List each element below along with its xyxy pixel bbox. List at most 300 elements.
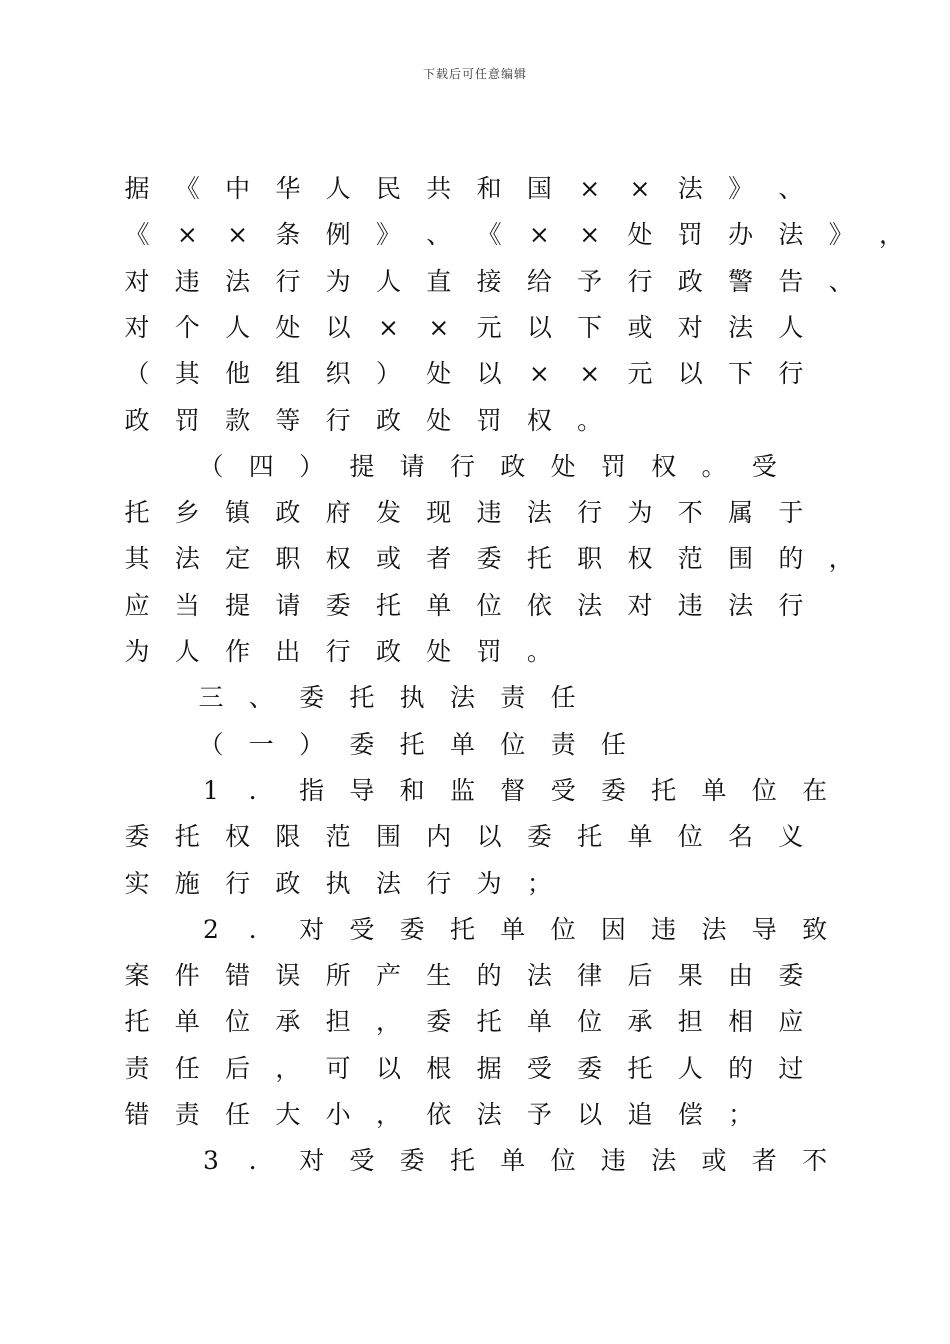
text-char: 任 xyxy=(550,683,576,713)
text-line xyxy=(0,861,950,907)
text-char: （ xyxy=(198,729,224,759)
text-char: 人 xyxy=(225,312,251,342)
text-char: 权 xyxy=(225,822,251,852)
text-char: ， xyxy=(828,544,854,574)
text-char: 现 xyxy=(426,498,452,528)
text-char: 政 xyxy=(500,451,526,481)
text-char: 托 xyxy=(375,590,401,620)
text-char: 为 xyxy=(627,498,653,528)
text-char: 处 xyxy=(550,451,576,481)
text-char: 法 xyxy=(651,1146,677,1176)
text-line xyxy=(0,444,950,490)
text-char: 受 xyxy=(526,1053,552,1083)
text-char: 法 xyxy=(476,1100,502,1129)
text-char: 生 xyxy=(426,961,452,991)
text-char: 国 xyxy=(526,174,552,203)
text-char: 》 xyxy=(828,220,854,250)
text-char: 政 xyxy=(375,405,401,435)
text-char: 单 xyxy=(174,1007,200,1037)
text-char: 个 xyxy=(174,312,200,342)
text-char: 实 xyxy=(124,868,150,898)
text-char: 行 xyxy=(325,405,351,435)
text-char: 相 xyxy=(728,1007,754,1037)
text-char: 后 xyxy=(627,961,653,991)
text-char: 2 xyxy=(203,914,219,944)
text-char: 委 xyxy=(349,729,375,759)
text-char: （ xyxy=(124,359,150,389)
text-char: 权 xyxy=(325,544,351,574)
text-char: 案 xyxy=(124,961,150,991)
text-char: 元 xyxy=(476,312,502,342)
text-char: 权 xyxy=(526,405,552,435)
text-char: 在 xyxy=(802,775,828,805)
text-char: 委 xyxy=(426,1007,452,1037)
text-char: 指 xyxy=(299,775,325,805)
text-line xyxy=(0,259,950,305)
text-char: 单 xyxy=(500,1146,526,1176)
text-char: 追 xyxy=(627,1100,653,1129)
text-char: 后 xyxy=(225,1053,251,1083)
text-char: 责 xyxy=(174,1100,200,1129)
text-char: 以 xyxy=(476,359,502,389)
text-char: 发 xyxy=(375,498,401,528)
text-char: 过 xyxy=(778,1053,804,1083)
text-char: 据 xyxy=(476,1053,502,1083)
text-line xyxy=(0,351,950,397)
text-char: 法 xyxy=(728,312,754,342)
text-char: 》 xyxy=(728,174,754,203)
text-line xyxy=(0,536,950,582)
text-char: 托 xyxy=(124,1007,150,1037)
text-char: 受 xyxy=(349,1146,375,1176)
text-char: 位 xyxy=(677,822,703,852)
text-char: 位 xyxy=(751,775,777,805)
text-line xyxy=(0,629,950,675)
text-char: 中 xyxy=(225,174,251,203)
text-char: ； xyxy=(728,1100,754,1129)
text-char: 任 xyxy=(225,1100,251,1129)
text-char: 以 xyxy=(577,1100,603,1129)
text-char: 者 xyxy=(751,1146,777,1176)
text-char: 政 xyxy=(677,266,703,296)
text-char: 托 xyxy=(449,914,475,944)
text-char: 条 xyxy=(275,220,301,250)
text-char: 政 xyxy=(124,405,150,435)
text-char: 违 xyxy=(600,1146,626,1176)
text-char: 托 xyxy=(627,1053,653,1083)
text-char: 对 xyxy=(627,590,653,620)
text-char: 予 xyxy=(526,1100,552,1129)
text-char: 依 xyxy=(426,1100,452,1129)
text-char: 托 xyxy=(349,683,375,713)
text-char: 行 xyxy=(325,637,351,666)
text-char: 所 xyxy=(325,961,351,991)
text-char: 罚 xyxy=(600,451,626,481)
text-char: 一 xyxy=(248,729,274,759)
text-char: 单 xyxy=(449,729,475,759)
text-char: 共 xyxy=(426,174,452,203)
text-char: 违 xyxy=(476,498,502,528)
text-char: 。 xyxy=(701,451,727,481)
text-char: 三 xyxy=(198,683,224,713)
text-char: 作 xyxy=(225,637,251,666)
text-char: 行 xyxy=(225,868,251,898)
text-char: 违 xyxy=(651,914,677,944)
text-char: 法 xyxy=(728,590,754,620)
text-char: 《 xyxy=(476,220,502,250)
text-char: 法 xyxy=(449,683,475,713)
text-char: 罚 xyxy=(476,637,502,666)
text-char: 定 xyxy=(225,544,251,574)
text-char: 政 xyxy=(375,637,401,666)
text-char: 。 xyxy=(526,637,552,666)
text-char: 行 xyxy=(778,359,804,389)
text-char: 应 xyxy=(778,1007,804,1037)
text-char: 处 xyxy=(426,359,452,389)
text-char: 下 xyxy=(577,312,603,342)
text-char: 委 xyxy=(600,775,626,805)
text-char: 乡 xyxy=(174,498,200,528)
text-char: 小 xyxy=(325,1100,351,1129)
text-char: 款 xyxy=(225,405,251,435)
text-char: 、 xyxy=(778,174,804,203)
text-char: 托 xyxy=(124,498,150,528)
text-char: 委 xyxy=(124,822,150,852)
text-char: 罚 xyxy=(677,220,703,250)
text-char: 委 xyxy=(399,1146,425,1176)
text-line xyxy=(0,999,950,1045)
text-char: 应 xyxy=(124,590,150,620)
text-char: 提 xyxy=(225,590,251,620)
text-char: 处 xyxy=(275,312,301,342)
text-char: 以 xyxy=(375,1053,401,1083)
text-char: 行 xyxy=(778,590,804,620)
text-char: 内 xyxy=(426,822,452,852)
text-line xyxy=(0,953,950,999)
text-char: 法 xyxy=(225,266,251,296)
text-char: 提 xyxy=(349,451,375,481)
text-char: 限 xyxy=(275,822,301,852)
text-char: 范 xyxy=(677,544,703,574)
text-char: 办 xyxy=(728,220,754,250)
text-char: 人 xyxy=(325,174,351,203)
text-char: ， xyxy=(878,220,904,250)
text-char: 为 xyxy=(124,637,150,666)
text-char: 单 xyxy=(426,590,452,620)
text-char: 施 xyxy=(174,868,200,898)
text-char: 等 xyxy=(275,405,301,435)
text-char: 法 xyxy=(526,961,552,991)
text-char: 给 xyxy=(526,266,552,296)
text-char: 为 xyxy=(476,868,502,898)
text-char: 》 xyxy=(375,220,401,250)
text-line xyxy=(0,490,950,536)
text-char: 、 xyxy=(828,266,854,296)
text-char: 法 xyxy=(375,868,401,898)
text-char: ， xyxy=(375,1100,401,1129)
text-char: 的 xyxy=(728,1053,754,1083)
text-char: 其 xyxy=(174,359,200,389)
text-char: 单 xyxy=(526,1007,552,1037)
text-char: ） xyxy=(375,359,401,389)
text-char: 律 xyxy=(577,961,603,991)
text-line xyxy=(0,675,950,721)
text-char: 担 xyxy=(677,1007,703,1037)
text-char: 法 xyxy=(677,174,703,203)
text-char: 违 xyxy=(174,266,200,296)
text-char: 位 xyxy=(500,729,526,759)
text-char: 托 xyxy=(577,822,603,852)
text-char: 元 xyxy=(627,359,653,389)
text-char: 偿 xyxy=(677,1100,703,1129)
text-char: 单 xyxy=(627,822,653,852)
text-char: 镇 xyxy=(225,498,251,528)
text-char: 可 xyxy=(325,1053,351,1083)
text-char: 职 xyxy=(577,544,603,574)
text-char: 督 xyxy=(500,775,526,805)
text-line xyxy=(0,768,950,814)
text-line xyxy=(0,212,950,258)
text-char: 对 xyxy=(299,914,325,944)
text-line xyxy=(0,1092,950,1138)
text-char: 法 xyxy=(577,590,603,620)
text-char: 的 xyxy=(778,544,804,574)
text-char: 对 xyxy=(124,312,150,342)
text-char: 围 xyxy=(375,822,401,852)
text-char: 托 xyxy=(476,1007,502,1037)
text-char: × xyxy=(579,359,601,389)
text-line xyxy=(0,166,950,212)
text-char: 受 xyxy=(349,914,375,944)
text-char: 或 xyxy=(627,312,653,342)
text-char: ． xyxy=(248,914,274,944)
text-char: 为 xyxy=(325,266,351,296)
text-char: 委 xyxy=(399,914,425,944)
text-char: 根 xyxy=(426,1053,452,1083)
text-char: 权 xyxy=(627,544,653,574)
text-char: 位 xyxy=(550,1146,576,1176)
text-char: 对 xyxy=(299,1146,325,1176)
text-char: 行 xyxy=(426,868,452,898)
text-char: 委 xyxy=(526,822,552,852)
text-char: 华 xyxy=(275,174,301,203)
text-char: （ xyxy=(198,451,224,481)
text-char: 告 xyxy=(778,266,804,296)
text-char: 《 xyxy=(174,174,200,203)
text-char: 当 xyxy=(174,590,200,620)
text-char: 委 xyxy=(577,1053,603,1083)
text-char: 罚 xyxy=(174,405,200,435)
text-char: 据 xyxy=(124,174,150,203)
text-char: 因 xyxy=(600,914,626,944)
text-char: 行 xyxy=(275,266,301,296)
text-char: 产 xyxy=(375,961,401,991)
text-char: × xyxy=(579,220,601,250)
text-char: 以 xyxy=(526,312,552,342)
text-line xyxy=(0,1046,950,1092)
text-char: 担 xyxy=(325,1007,351,1037)
text-char: 请 xyxy=(275,590,301,620)
text-char: 罚 xyxy=(476,405,502,435)
text-char: 托 xyxy=(399,729,425,759)
document-body xyxy=(0,166,950,1206)
text-char: 受 xyxy=(550,775,576,805)
text-char: × xyxy=(227,220,249,250)
text-char: 承 xyxy=(627,1007,653,1037)
text-char: 属 xyxy=(728,498,754,528)
text-line xyxy=(0,398,950,444)
text-char: 直 xyxy=(426,266,452,296)
text-char: 导 xyxy=(751,914,777,944)
text-char: 行 xyxy=(627,266,653,296)
text-char: ） xyxy=(299,729,325,759)
text-line xyxy=(0,722,950,768)
text-char: 由 xyxy=(728,961,754,991)
text-char: 行 xyxy=(577,498,603,528)
text-char: 出 xyxy=(275,637,301,666)
text-char: × xyxy=(528,359,550,389)
text-char: 误 xyxy=(275,961,301,991)
text-char: × xyxy=(579,174,601,203)
text-char: 和 xyxy=(399,775,425,805)
text-char: 导 xyxy=(349,775,375,805)
text-char: 组 xyxy=(275,359,301,389)
text-char: 位 xyxy=(476,590,502,620)
text-char: 责 xyxy=(550,729,576,759)
text-char: 大 xyxy=(275,1100,301,1129)
text-char: ． xyxy=(248,1146,274,1176)
text-char: 范 xyxy=(325,822,351,852)
text-char: 执 xyxy=(325,868,351,898)
text-char: 的 xyxy=(476,961,502,991)
text-char: 法 xyxy=(526,498,552,528)
text-char: ， xyxy=(375,1007,401,1037)
text-char: 任 xyxy=(600,729,626,759)
text-char: × xyxy=(629,174,651,203)
text-char: 权 xyxy=(651,451,677,481)
text-char: × xyxy=(428,312,450,342)
text-line xyxy=(0,583,950,629)
text-char: 托 xyxy=(449,1146,475,1176)
text-char: 位 xyxy=(577,1007,603,1037)
text-char: × xyxy=(528,220,550,250)
text-char: 于 xyxy=(778,498,804,528)
text-char: 予 xyxy=(577,266,603,296)
text-char: 托 xyxy=(651,775,677,805)
text-line xyxy=(0,1138,950,1184)
text-char: 接 xyxy=(476,266,502,296)
text-char: 法 xyxy=(701,914,727,944)
text-char: 政 xyxy=(275,868,301,898)
text-char: 对 xyxy=(677,312,703,342)
text-char: 委 xyxy=(778,961,804,991)
text-char: ； xyxy=(526,868,552,898)
text-char: 和 xyxy=(476,174,502,203)
text-char: 单 xyxy=(500,914,526,944)
text-char: 府 xyxy=(325,498,351,528)
text-char: 处 xyxy=(627,220,653,250)
text-char: 处 xyxy=(426,405,452,435)
text-char: × xyxy=(378,312,399,342)
text-char: 或 xyxy=(701,1146,727,1176)
text-char: 件 xyxy=(174,961,200,991)
text-char: ， xyxy=(275,1053,301,1083)
text-char: 警 xyxy=(728,266,754,296)
text-char: 责 xyxy=(124,1053,150,1083)
text-char: 其 xyxy=(124,544,150,574)
text-char: 单 xyxy=(701,775,727,805)
text-line xyxy=(0,305,950,351)
text-char: 委 xyxy=(476,544,502,574)
text-char: 处 xyxy=(426,637,452,666)
text-char: 人 xyxy=(778,312,804,342)
text-char: 四 xyxy=(248,451,274,481)
text-char: 以 xyxy=(325,312,351,342)
text-char: 以 xyxy=(476,822,502,852)
text-char: 执 xyxy=(399,683,425,713)
text-char: 、 xyxy=(248,683,274,713)
text-char: 围 xyxy=(728,544,754,574)
text-char: 违 xyxy=(677,590,703,620)
text-char: 1 xyxy=(203,775,219,805)
text-char: 法 xyxy=(778,220,804,250)
text-char: 承 xyxy=(275,1007,301,1037)
text-char: 或 xyxy=(375,544,401,574)
text-char: 监 xyxy=(449,775,475,805)
text-char: 任 xyxy=(174,1053,200,1083)
text-char: 职 xyxy=(275,544,301,574)
text-char: 人 xyxy=(375,266,401,296)
text-char: 托 xyxy=(526,544,552,574)
text-char: 委 xyxy=(325,590,351,620)
text-char: 果 xyxy=(677,961,703,991)
text-char: 、 xyxy=(426,220,452,250)
text-char: ． xyxy=(248,775,274,805)
text-char: 他 xyxy=(225,359,251,389)
text-char: 不 xyxy=(677,498,703,528)
text-char: 人 xyxy=(677,1053,703,1083)
text-char: ） xyxy=(299,451,325,481)
text-char: 织 xyxy=(325,359,351,389)
text-line xyxy=(0,814,950,860)
text-char: 3 xyxy=(203,1146,219,1176)
text-char: 以 xyxy=(677,359,703,389)
text-char: 请 xyxy=(399,451,425,481)
text-char: 者 xyxy=(426,544,452,574)
text-char: 位 xyxy=(225,1007,251,1037)
text-char: 人 xyxy=(174,637,200,666)
text-char: 法 xyxy=(174,544,200,574)
text-char: 名 xyxy=(728,822,754,852)
text-char: 致 xyxy=(802,914,828,944)
text-char: 委 xyxy=(299,683,325,713)
text-char: 政 xyxy=(275,498,301,528)
text-char: × xyxy=(176,220,198,250)
text-char: 对 xyxy=(124,266,150,296)
text-char: 依 xyxy=(526,590,552,620)
text-char: 托 xyxy=(174,822,200,852)
text-char: 《 xyxy=(124,220,150,250)
text-char: 。 xyxy=(577,405,603,435)
text-char: 例 xyxy=(325,220,351,250)
text-char: 位 xyxy=(550,914,576,944)
text-char: 错 xyxy=(225,961,251,991)
text-char: 下 xyxy=(728,359,754,389)
text-char: 受 xyxy=(751,451,777,481)
text-char: 责 xyxy=(500,683,526,713)
text-char: 义 xyxy=(778,822,804,852)
text-char: 错 xyxy=(124,1100,150,1129)
